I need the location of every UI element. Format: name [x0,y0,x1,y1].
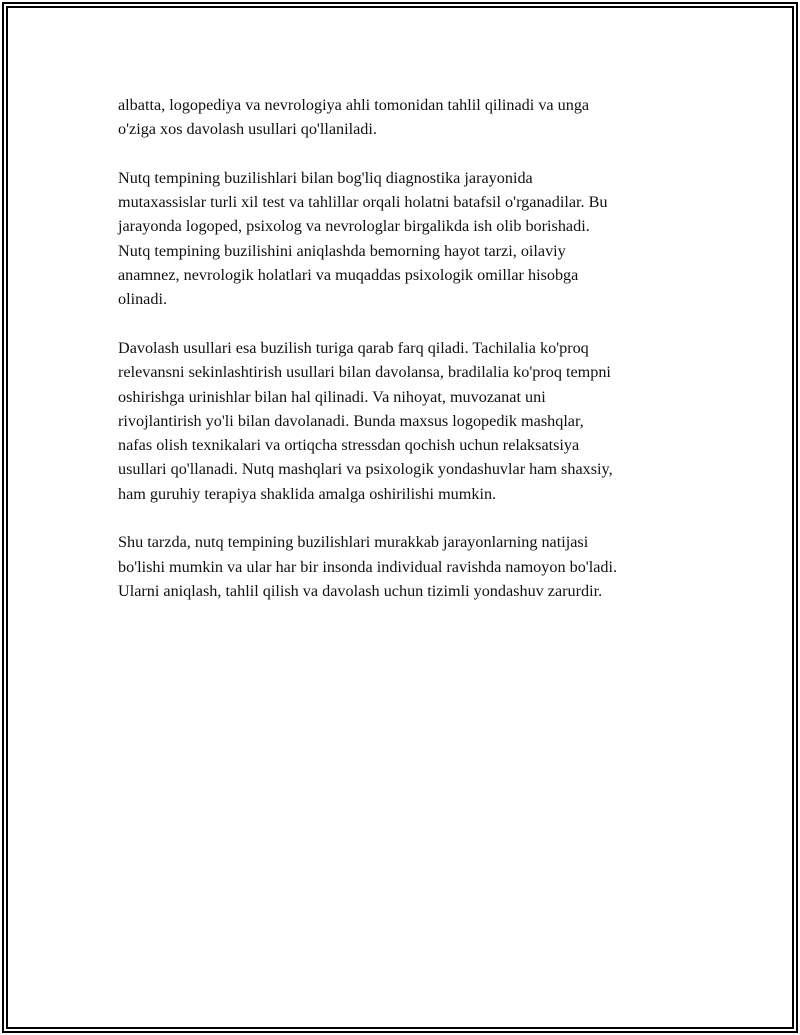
text-line: ham guruhiy terapiya shaklida amalga oshirilishi mumkin. [118,484,497,503]
text-line: bo'lishi mumkin va ular har bir insonda individual ravishda namoyon bo'ladi. [118,557,618,576]
document-body [118,93,698,628]
text-line: usullari qo'llanadi. Nutq mashqlari va psixologik yondashuvlar ham shaxsiy, [118,460,613,479]
text-line: albatta, logopediya va nevrologiya ahli tomonidan tahlil qilinadi va unga [118,96,590,114]
text-line: nafas olish texnikalari va ortiqcha stressdan qochish uchun relaksatsiya [118,436,580,455]
text-line: oshirishga urinishlar bilan hal qilinadi. Va nihoyat, muvozanat uni [118,387,546,406]
text-line: o'ziga xos davolash usullari qo'llaniladi. [118,120,377,139]
text-line: olinadi. [118,290,168,309]
text-line: Nutq tempining buzilishini aniqlashda bemorning hayot tarzi, oilaviy [118,241,566,260]
text-line: Ularni aniqlash, tahlil qilish va davolash uchun tizimli yondashuv zarurdir. [118,581,603,600]
paragraph-3 [118,336,698,506]
text-line: jarayonda logoped, psixolog va nevrologlar birgalikda ish olib borishadi. [118,217,590,236]
text-line: relevansni sekinlashtirish usullari bilan davolansa, bradilalia ko'proq tempni [118,363,611,382]
text-line: Davolash usullari esa buzilish turiga qarab farq qiladi. Tachilalia ko'proq [118,338,589,357]
text-line: rivojlantirish yo'li bilan davolanadi. Bunda maxsus logopedik mashqlar, [118,411,584,430]
text-line: mutaxassislar turli xil test va tahlillar orqali holatni batafsil o'rganadilar. Bu [118,193,608,212]
paragraph-4 [118,530,698,603]
paragraph-2 [118,166,698,312]
text-line: Nutq tempining buzilishlari bilan bog'liq diagnostika jarayonida [118,168,533,187]
text-line: anamnez, nevrologik holatlari va muqaddas psixologik omillar hisobga [118,266,579,285]
paragraph-1 [118,93,698,142]
text-line: Shu tarzda, nutq tempining buzilishlari murakkab jarayonlarning natijasi [118,533,589,552]
